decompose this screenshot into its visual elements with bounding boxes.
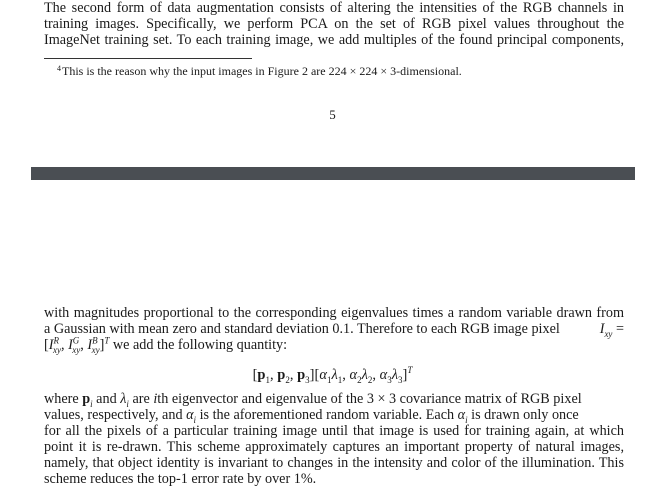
footnote-rule: [44, 58, 252, 59]
pixel-vector-math: [$I^R_{xy}$, $I^G_{xy}$, $I^B_{xy}]^T$: [44, 335, 110, 355]
paragraph-bottom: [44, 391, 624, 487]
text-line: scheme reduces the top-1 error rate by over 1%.: [44, 471, 317, 487]
text-line: The second form of data augmentation consists of altering the intensities of the RGB channels in: [44, 0, 624, 16]
footnote: [57, 64, 462, 78]
text-line: training images. Specifically, we perform PCA on the set of RGB pixel values throughout the: [44, 16, 624, 32]
text-line: ImageNet training set. To each training image, we add multiples of the found principal components,: [44, 32, 624, 48]
page-break-bar: [31, 167, 635, 180]
text-line: where $p_i$ and $\lambda_i$ are ith eigenvector and eigenvalue of the 3 × 3 covariance matrix of RGB pixel: [44, 391, 582, 409]
text-line: point it is re-drawn. This scheme approximately captures an important property of natural images,: [44, 439, 624, 455]
footnote-marker: 4: [57, 64, 61, 73]
page-number: 5: [329, 107, 336, 122]
text-line: for all the pixels of a particular training image until that image is used for training again, at which: [44, 423, 624, 439]
text-line: values, respectively, and $\alpha_i$ is the aforementioned random variable. Each $\alpha_i$ is drawn only once: [44, 407, 579, 425]
footnote-text: This is the reason why the input images in Figure 2 are 224 × 224 × 3-dimensional.: [62, 64, 462, 78]
text-line: with magnitudes proportional to the corresponding eigenvalues times a random variable drawn from: [44, 305, 624, 321]
pixel-math: $I_{xy}$ =: [599, 321, 624, 339]
text-line: [$I^R_{xy}$, $I^G_{xy}$, $I^B_{xy}]^T$ we add the following quantity:: [44, 335, 288, 355]
paragraph-middle: [44, 305, 624, 353]
text-line: a Gaussian with mean zero and standard deviation 0.1. Therefore to each RGB image pixel $I_{xy}$ =: [44, 321, 624, 339]
paragraph-top: [44, 0, 624, 48]
text-line: namely, that object identity is invariant to changes in the intensity and color of the illumination. This: [44, 455, 624, 471]
equation-display: [$p_1$, $p_2$, $p_3][\alpha_1\lambda_1$, $\alpha_2\lambda_2$, $\alpha_3\lambda_3]^T$: [252, 365, 413, 385]
